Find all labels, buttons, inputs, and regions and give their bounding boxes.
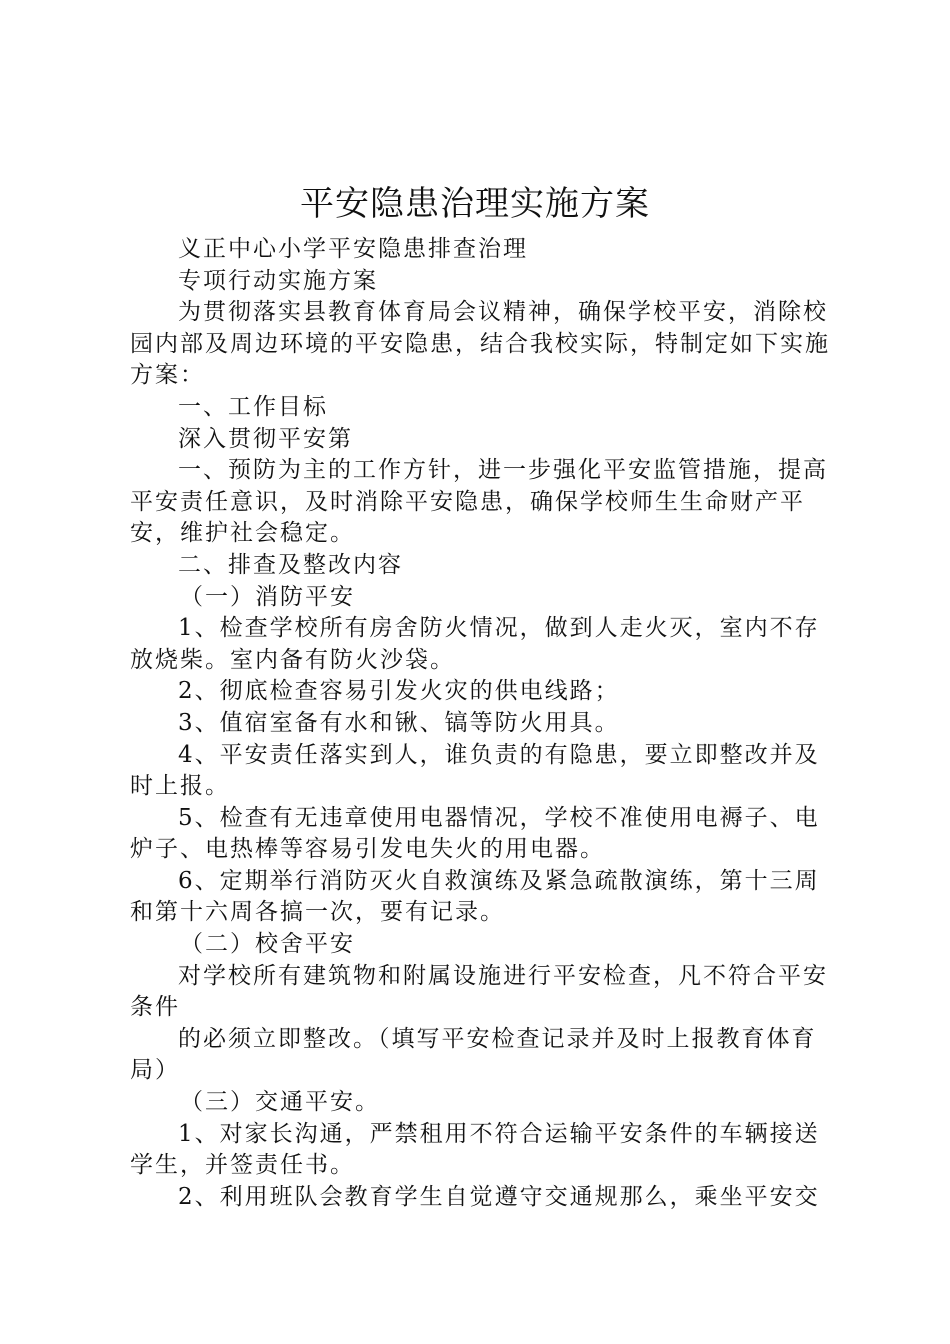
- list-item: 1、对家长沟通，严禁租用不符合运输平安条件的车辆接送学生，并签责任书。: [130, 1120, 820, 1179]
- subsection-heading-traffic: （三）交通平安。: [180, 1089, 380, 1116]
- list-item: 2、利用班队会教育学生自觉遵守交通规那么，乘坐平安交: [178, 1183, 820, 1210]
- subtitle-line: 专项行动实施方案: [178, 267, 378, 294]
- list-item: 1、检查学校所有房舍防火情况，做到人走火灭，室内不存放烧柴。室内备有防火沙袋。: [130, 615, 820, 673]
- list-item: 4、平安责任落实到人，谁负责的有隐患，要立即整改并及时上报。: [130, 741, 820, 800]
- document-title: 平安隐患治理实施方案: [300, 184, 650, 224]
- list-item: 6、定期举行消防灭火自救演练及紧急疏散演练，第十三周和第十六周各搞一次，要有记录。: [130, 867, 820, 926]
- school-name-line: 义正中心小学平安隐患排查治理: [178, 236, 528, 262]
- list-item: 3、值宿室备有水和锹、镐等防火用具。: [178, 709, 620, 736]
- section-heading-content: 二、排查及整改内容: [178, 551, 403, 578]
- document-body: [130, 234, 830, 1213]
- paragraph: 深入贯彻平安第: [178, 425, 353, 452]
- paragraph: 一、预防为主的工作方针，进一步强化平安监管措施，提高平安责任意识，及时消除平安隐患，确保学校师生生命财产平安，维护社会稳定。: [130, 457, 828, 547]
- list-item: 2、彻底检查容易引发火灾的供电线路；: [178, 678, 620, 705]
- subsection-heading-buildings: （二）校舍平安: [180, 931, 355, 958]
- section-heading-goals: 一、工作目标: [178, 393, 328, 420]
- paragraph: 的必须立即整改。（填写平安检查记录并及时上报教育体育局）: [130, 1025, 817, 1084]
- paragraph: 对学校所有建筑物和附属设施进行平安检查，凡不符合平安条件: [130, 962, 828, 1021]
- intro-paragraph: 为贯彻落实县教育体育局会议精神，确保学校平安，消除校园内部及周边环境的平安隐患，结合我校实际，特制定如下实施方案：: [130, 299, 830, 389]
- subsection-heading-fire: （一）消防平安: [180, 583, 355, 610]
- list-item: 5、检查有无违章使用电器情况，学校不准使用电褥子、电炉子、电热棒等容易引发电失火的用电器。: [130, 804, 820, 863]
